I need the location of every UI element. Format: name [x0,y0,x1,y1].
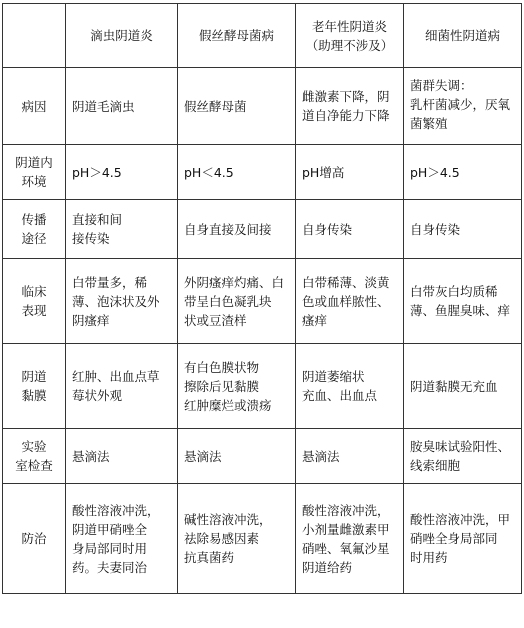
cell-lab-senile: 悬滴法 [296,429,404,484]
cell-clinical-trichomonas: 白带量多，稀 薄、泡沫状及外 阴瘙痒 [66,259,178,344]
cell-etiology-trichomonas: 阴道毛滴虫 [66,68,178,145]
table-row-prevention-treatment [3,484,522,594]
cell-transmission-senile: 自身传染 [296,200,404,259]
cell-transmission-trichomonas: 直接和间 接传染 [66,200,178,259]
row-label-vaginal-mucosa: 阴道 黏膜 [3,344,66,429]
row-label-etiology: 病因 [3,68,66,145]
cell-mucosa-trichomonas: 红肿、出血点草 莓状外观 [66,344,178,429]
header-senile-vaginitis: 老年性阴道炎 （助理不涉及） [296,4,404,68]
cell-lab-trichomonas: 悬滴法 [66,429,178,484]
cell-transmission-bacterial: 自身传染 [404,200,522,259]
row-label-clinical-manifestation: 临床 表现 [3,259,66,344]
table-row-vaginal-mucosa [3,344,522,429]
header-trichomonas-vaginitis: 滴虫阴道炎 [66,4,178,68]
cell-transmission-candidiasis: 自身直接及间接 [178,200,296,259]
table-row-vaginal-environment [3,145,522,200]
header-row [3,4,522,68]
cell-etiology-bacterial: 菌群失调： 乳杆菌减少，厌氧 菌繁殖 [404,68,522,145]
cell-environment-trichomonas: pH＞4.5 [66,145,178,200]
table-row-etiology [3,68,522,145]
table-row-lab-test [3,429,522,484]
row-label-vaginal-environment: 阴道内 环境 [3,145,66,200]
cell-etiology-senile: 雌激素下降，阴 道自净能力下降 [296,68,404,145]
cell-treatment-senile: 酸性溶液冲洗， 小剂量雌激素甲 硝唑、氧氟沙星 阴道给药 [296,484,404,594]
vaginitis-comparison-table [2,3,522,594]
cell-clinical-candidiasis: 外阴瘙痒灼痛、白 带呈白色凝乳块 状或豆渣样 [178,259,296,344]
table-row-clinical-manifestation [3,259,522,344]
cell-mucosa-senile: 阴道萎缩状 充血、出血点 [296,344,404,429]
cell-lab-candidiasis: 悬滴法 [178,429,296,484]
cell-treatment-bacterial: 酸性溶液冲洗，甲 硝唑全身局部同 时用药 [404,484,522,594]
cell-treatment-trichomonas: 酸性溶液冲洗， 阴道甲硝唑全 身局部同时用 药。夫妻同治 [66,484,178,594]
row-label-prevention-treatment: 防治 [3,484,66,594]
cell-environment-bacterial: pH＞4.5 [404,145,522,200]
row-label-transmission: 传播 途径 [3,200,66,259]
cell-lab-bacterial: 胺臭味试验阳性、 线索细胞 [404,429,522,484]
row-label-lab-test: 实验 室检查 [3,429,66,484]
table-row-transmission [3,200,522,259]
cell-environment-senile: pH增高 [296,145,404,200]
cell-mucosa-candidiasis: 有白色膜状物 擦除后见黏膜 红肿糜烂或溃疡 [178,344,296,429]
cell-clinical-bacterial: 白带灰白均质稀 薄、鱼腥臭味、痒 [404,259,522,344]
cell-mucosa-bacterial: 阴道黏膜无充血 [404,344,522,429]
header-corner-cell [3,4,66,68]
cell-etiology-candidiasis: 假丝酵母菌 [178,68,296,145]
cell-clinical-senile: 白带稀薄、淡黄 色或血样脓性、 瘙痒 [296,259,404,344]
header-candidiasis: 假丝酵母菌病 [178,4,296,68]
cell-treatment-candidiasis: 碱性溶液冲洗， 祛除易感因素 抗真菌药 [178,484,296,594]
cell-environment-candidiasis: pH＜4.5 [178,145,296,200]
header-bacterial-vaginosis: 细菌性阴道病 [404,4,522,68]
